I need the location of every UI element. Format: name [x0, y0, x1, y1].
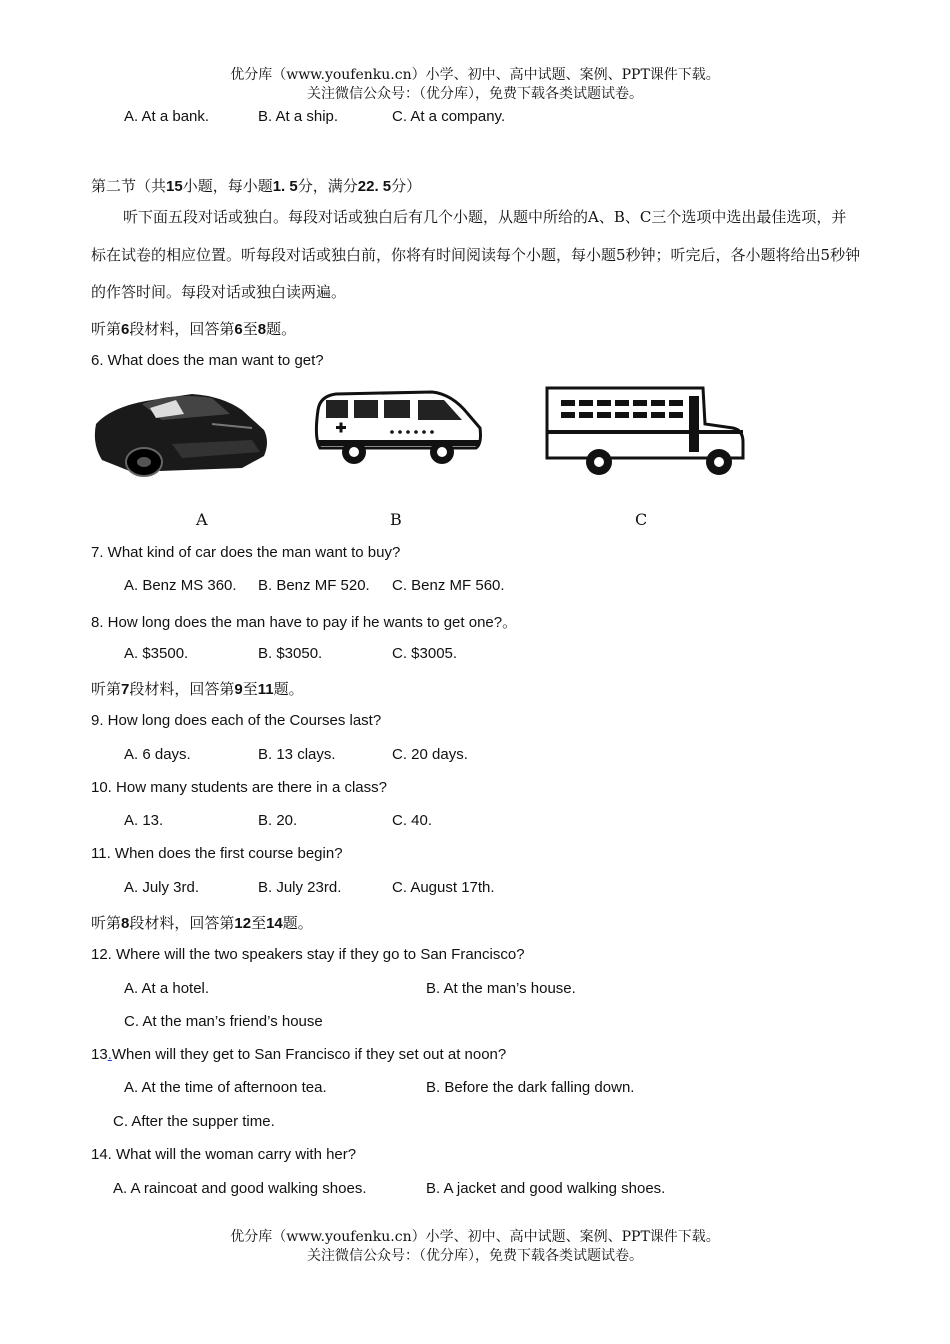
group-number: 8: [121, 915, 130, 932]
q13-question: When will they get to San Francisco if they set out at noon?: [111, 1046, 507, 1063]
section2-instructions: 听下面五段对话或独白。每段对话或独白后有几个小题，从题中所给的A、B、C三个选项中选出最佳选项，并标在试卷的相应位置。听每段对话或独白前，你将有时间阅读每个小题，每小题5秒钟；听完后，各小题将给出5秒钟的作答时间。每段对话或独白读两遍。: [91, 208, 861, 301]
q13-option-a: A. At the time of afternoon tea.: [124, 1079, 327, 1096]
group-heading-part: 题。: [273, 680, 304, 698]
group-heading-part: 听第: [91, 914, 122, 932]
q14-text: 14. What will the woman carry with her?: [91, 1146, 357, 1163]
group-heading-part: 至: [251, 914, 267, 932]
group-to: 14: [266, 915, 283, 932]
q7-option-b: B. Benz MF 520.: [258, 577, 370, 594]
header-line-1: 优分库（www.youfenku.cn）小学、初中、高中试题、案例、PPT课件下载。: [230, 67, 720, 83]
group-heading-part: 段材料，回答第: [129, 320, 235, 338]
q9-option-b: B. 13 clays.: [258, 746, 336, 763]
group-from: 12: [234, 915, 252, 932]
q9-text: 9. How long does each of the Courses last?: [91, 712, 382, 729]
q7-option-c: C. Benz MF 560.: [392, 577, 505, 594]
q12-text: 12. Where will the two speakers stay if they go to San Francisco?: [91, 946, 525, 963]
q7-option-a: A. Benz MS 360.: [124, 577, 237, 594]
q8-text: 8. How long does the man have to pay if he wants to get one?。: [91, 614, 518, 631]
q10-option-a: A. 13.: [124, 812, 164, 829]
group-heading-part: 段材料，回答第: [129, 680, 235, 698]
q6-pic-label-c: C: [635, 510, 648, 529]
group-heading-part: 听第: [91, 320, 122, 338]
group6-heading: [91, 318, 296, 339]
q9-option-a: A. 6 days.: [124, 746, 191, 763]
group7-heading: [91, 678, 304, 699]
group-from: 6: [234, 321, 243, 338]
header-line-2: 关注微信公众号：（优分库），免费下载各类试题试卷。: [307, 86, 643, 102]
section2-title-part: 分，满分: [297, 177, 358, 195]
section2-title: [91, 175, 421, 196]
group-to: 8: [257, 321, 267, 338]
group-from: 9: [234, 681, 243, 698]
section2-title-part: 第二节（共: [91, 177, 167, 195]
q6-text: 6. What does the man want to get?: [91, 352, 324, 369]
q6-pic-label-b: B: [390, 510, 402, 529]
group-heading-part: 听第: [91, 680, 122, 698]
q12-option-a: A. At a hotel.: [124, 980, 210, 997]
q11-text: 11. When does the first course begin?: [91, 845, 343, 862]
q12-option-c: C. At the man’s friend’s house: [124, 1013, 323, 1030]
q13-option-b: B. Before the dark falling down.: [426, 1079, 635, 1096]
group-heading-part: 段材料，回答第: [129, 914, 235, 932]
group8-heading: [91, 912, 313, 933]
q11-option-b: B. July 23rd.: [258, 879, 342, 896]
page-header: [0, 66, 950, 104]
group-heading-part: 至: [242, 320, 258, 338]
q11-option-a: A. July 3rd.: [124, 879, 200, 896]
q8-option-c: C. $3005.: [392, 645, 458, 662]
section2-title-part: 分）: [391, 177, 422, 195]
q14-option-b: B. A jacket and good walking shoes.: [426, 1180, 666, 1197]
q13-number: 13: [91, 1046, 108, 1063]
q10-option-c: C. 40.: [392, 812, 433, 829]
q11-option-c: C. August 17th.: [392, 879, 495, 896]
group-heading-part: 题。: [282, 914, 313, 932]
q10-option-b: B. 20.: [258, 812, 298, 829]
section2-each-score: 1. 5: [272, 178, 298, 195]
q8-option-a: A. $3500.: [124, 645, 189, 662]
section2-count: 15: [166, 178, 183, 195]
group-heading-part: 题。: [266, 320, 297, 338]
group-number: 7: [121, 681, 130, 698]
q5-option-a: A. At a bank.: [124, 108, 210, 125]
group-to: 11: [257, 681, 274, 698]
footer-line-2: 关注微信公众号：（优分库），免费下载各类试题试卷。: [307, 1248, 643, 1264]
q5-option-b: B. At a ship.: [258, 108, 339, 125]
group-number: 6: [121, 321, 130, 338]
q5-option-c: C. At a company.: [392, 108, 506, 125]
sports-car-picture: [92, 384, 272, 484]
q12-option-b: B. At the man’s house.: [426, 980, 576, 997]
section2-total-score: 22. 5: [357, 178, 392, 195]
ambulance-picture: [312, 388, 484, 468]
bus-picture: [543, 384, 747, 478]
q6-pic-label-a: A: [196, 510, 208, 529]
q8-option-b: B. $3050.: [258, 645, 323, 662]
q14-option-a: A. A raincoat and good walking shoes.: [113, 1180, 367, 1197]
q13-text: [91, 1046, 506, 1063]
group-heading-part: 至: [242, 680, 258, 698]
q13-option-c: C. After the supper time.: [113, 1113, 275, 1130]
q13-dot: .: [107, 1046, 112, 1063]
q9-option-c: C. 20 days.: [392, 746, 468, 763]
q10-text: 10. How many students are there in a class?: [91, 779, 387, 796]
page-footer: [0, 1228, 950, 1266]
section2-title-part: 小题，每小题: [182, 177, 273, 195]
footer-line-1: 优分库（www.youfenku.cn）小学、初中、高中试题、案例、PPT课件下载。: [230, 1229, 720, 1245]
q7-text: 7. What kind of car does the man want to buy?: [91, 544, 401, 561]
